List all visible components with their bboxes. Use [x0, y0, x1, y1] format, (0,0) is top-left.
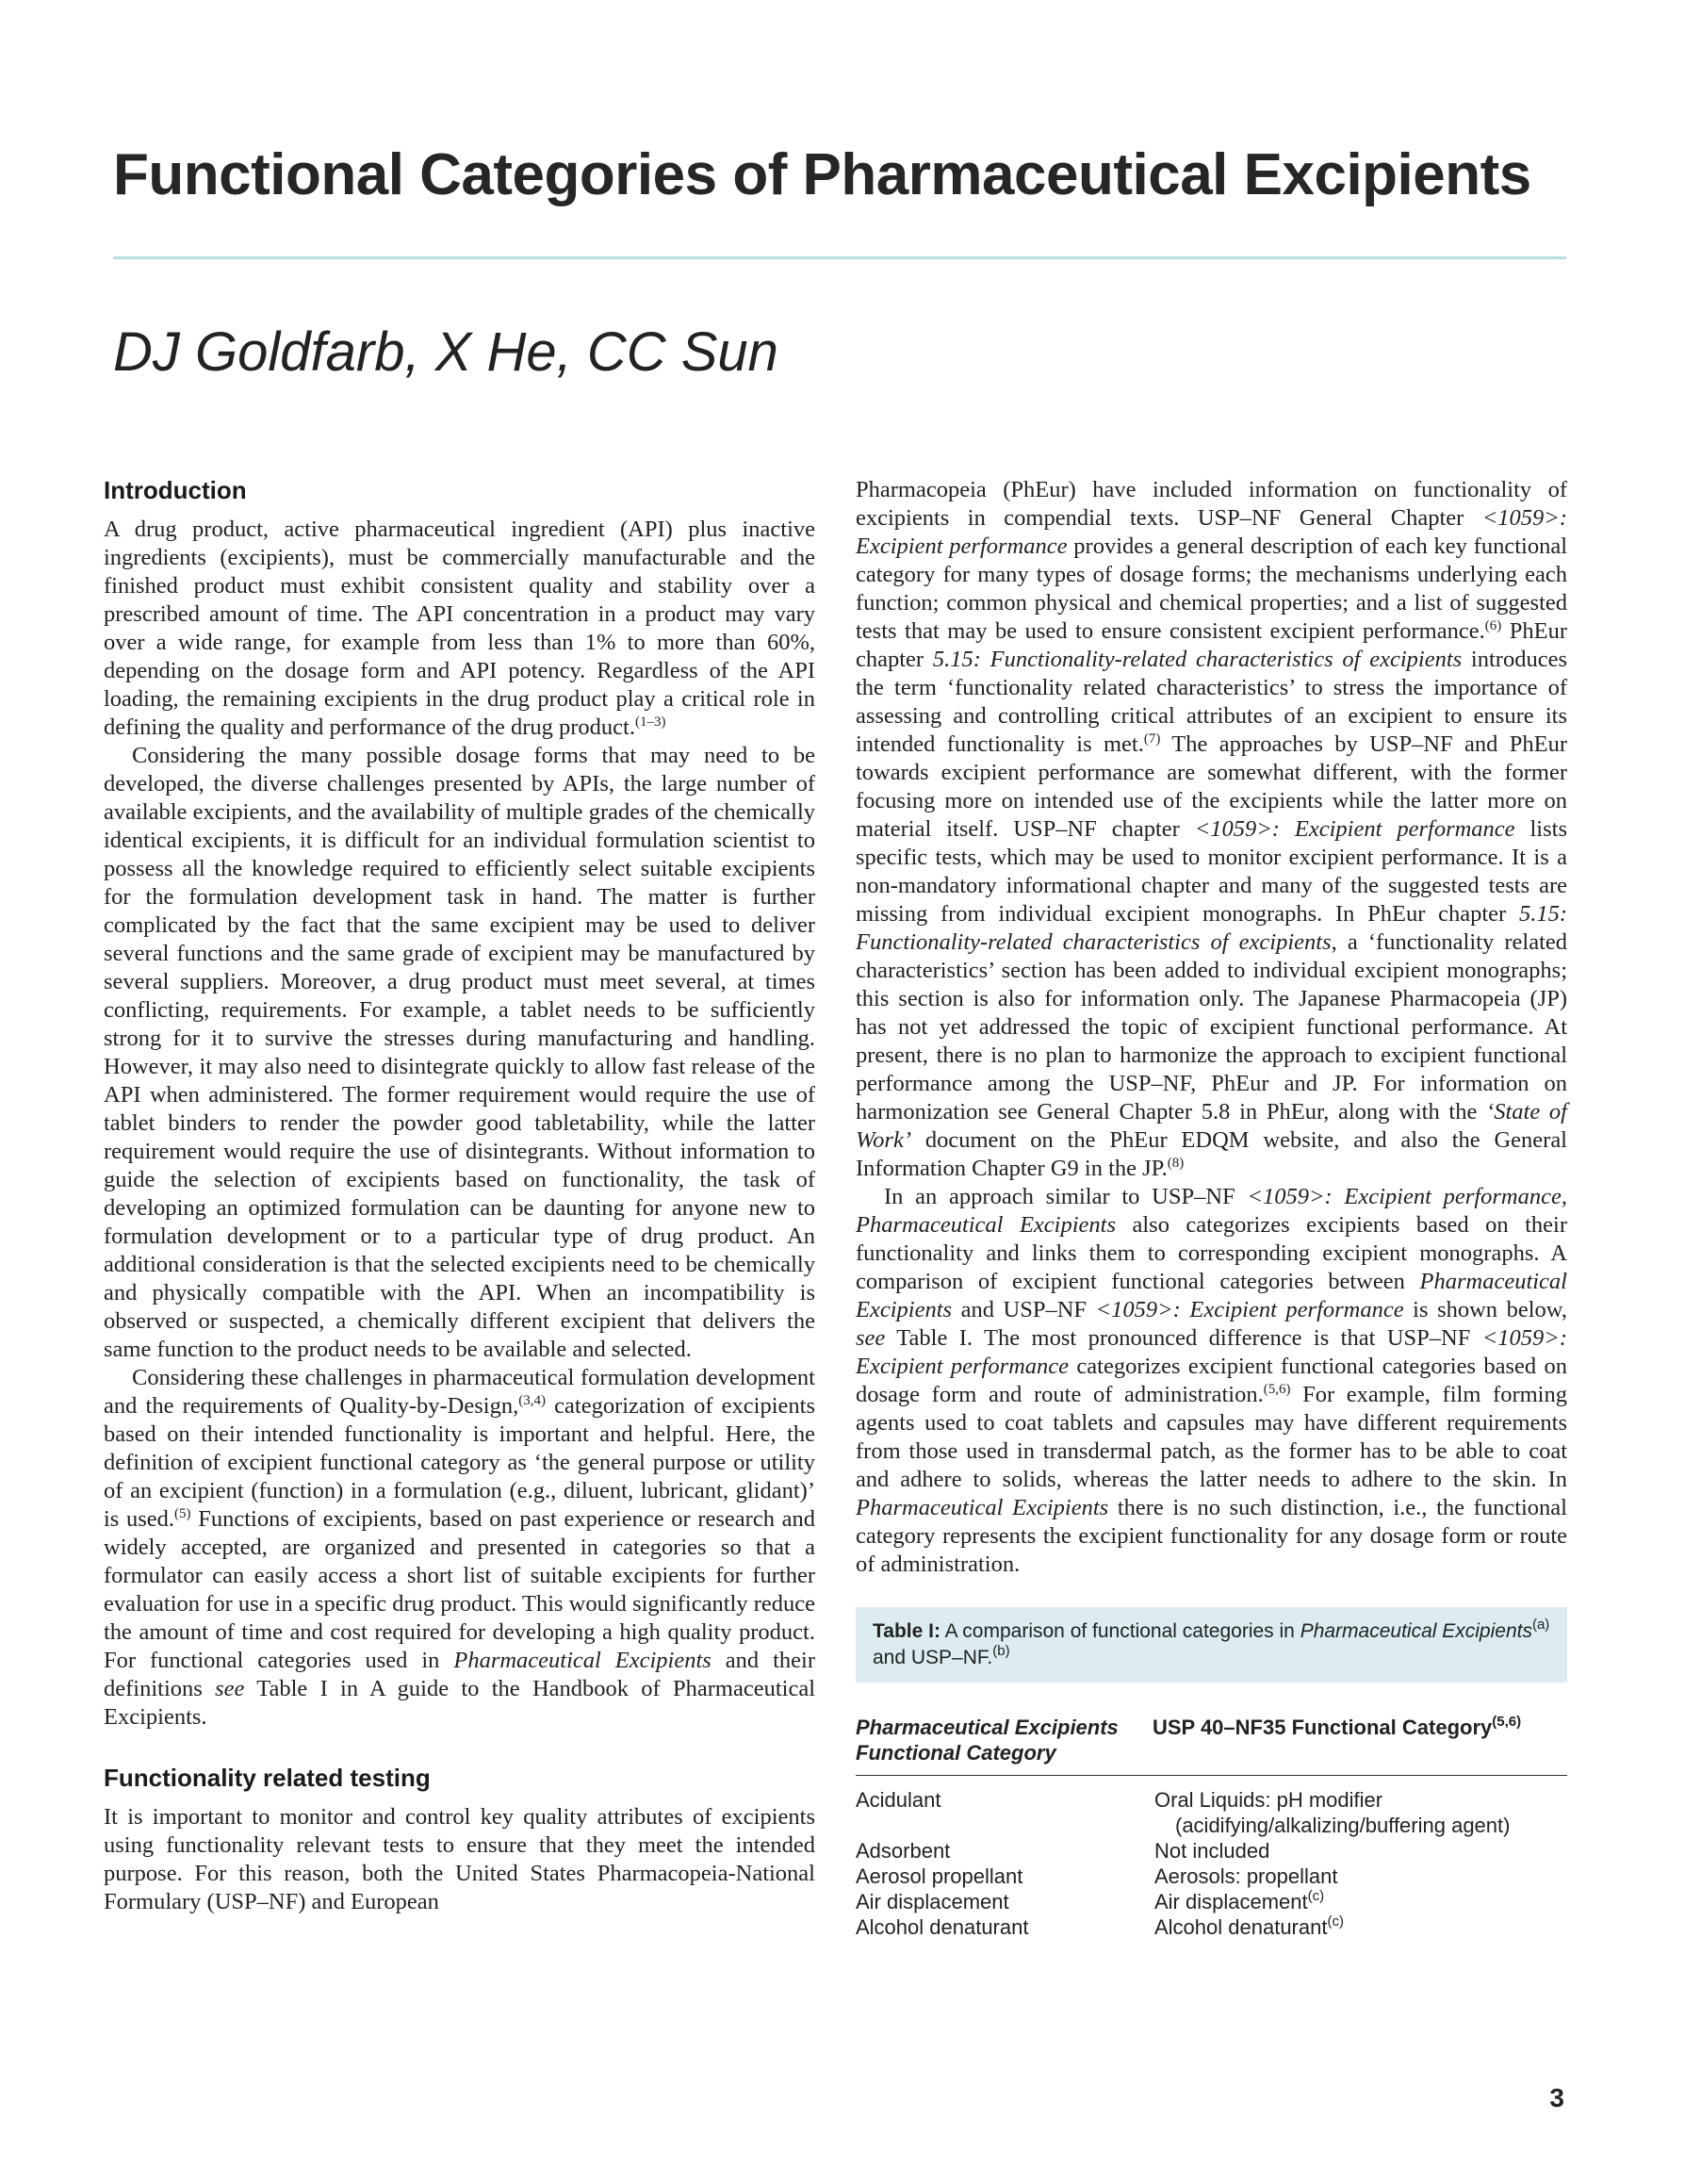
table-cell: Air displacement: [856, 1890, 1009, 1913]
table-cell: Alcohol denaturant$^{(c)}$: [1154, 1913, 1344, 1939]
right-column: [856, 476, 1567, 1940]
authors: DJ Goldfarb, X He, CC Sun: [113, 321, 778, 383]
table-caption: Table I: A comparison of functional categories in Pharmaceutical Excipients$^{(a)}$ and USP–NF.$^{(b)}$: [856, 1607, 1567, 1683]
paragraph: A drug product, active pharmaceutical ingredient (API) plus inactive ingredients (excipients), must be commercially manufacturable and the finished product must exhibit consistent quality and stability over a prescribed amount of time. The API concentration in a product may vary over a wide range, for example from less than 1% to more than 60%, depending on the dosage form and API potency. Regardless of the API loading, the remaining excipients in the drug product play a critical role in defining the quality and performance of the drug product.$^{(1-3)}$: [104, 517, 815, 740]
table-cell: Air displacement$^{(c)}$: [1154, 1888, 1325, 1913]
section-heading-introduction: Introduction: [104, 476, 247, 504]
table-cell: Acidulant: [856, 1788, 941, 1812]
column-header-pe: Pharmaceutical Excipients Functional Category: [856, 1715, 1153, 1776]
comparison-table: [856, 1715, 1567, 1940]
table-label: Table I:: [873, 1620, 940, 1642]
paragraph: Considering the many possible dosage forms that may need to be developed, the diverse challenges presented by APIs, the large number of available excipients, and the availability of multiple grades of the chemically identical excipients, it is difficult for an individual formulation scientist to possess all the knowledge required to efficiently select suitable excipients for the formulation development task in hand. The matter is further complicated by the fact that the same excipient may be used to deliver several functions and the same grade of excipient may be manufactured by several suppliers. Moreover, a drug product must meet several, at times conflicting, requirements. For example, a tablet needs to be sufficiently strong for it to survive the stresses during manufacturing and handling. However, it may also need to disintegrate quickly to allow fast release of the API when administered. The former requirement would require the use of tablet binders to render the powder good tabletability, while the latter requirement would require the use of disintegrants. Without information to guide the selection of excipients based on functionality, the task of developing an optimized formulation can be daunting for anyone new to formulation development or to a particular type of drug product. An additional consideration is that the selected excipients need to be chemically and physically compatible with the API. When an incompatibility is observed or suspected, a chemically different excipient that delivers the same function to the product needs to be available and selected.: [104, 743, 815, 1362]
paragraph: In an approach similar to USP–NF <1059>: Excipient performance, Pharmaceutical Excipients also categorizes excipients based on their functionality and links them to corresponding excipient monographs. A comparison of excipient functional categories between Pharmaceutical Excipients and USP–NF <1059>: Excipient performance is shown below, see Table I. The most pronounced difference is that USP–NF <1059>: Excipient performance categorizes excipient functional categories based on dosage form and route of administration.$^{(5,6)}$ For example, film forming agents used to coat tablets and capsules may have different requirements from those used in transdermal patch, as the former has to be able to coat and adhere to solids, whereas the latter needs to adhere to the skin. In Pharmaceutical Excipients there is no such distinction, i.e., the functional category represents the excipient functionality for any dosage form or route of administration.: [856, 1184, 1568, 1577]
column-header-usp: USP 40–NF35 Functional Category$^{(5,6)}$: [1153, 1715, 1567, 1776]
table-row: [856, 1864, 1567, 1889]
table-header-row: [856, 1715, 1567, 1776]
paragraph: Considering these challenges in pharmaceutical formulation development and the requirements of Quality-by-Design,$^{(3,4)}$ categorization of excipients based on their intended functionality is important and helpful. Here, the definition of excipient functional category as ‘the general purpose or utility of an excipient (function) in a formulation (e.g., diluent, lubricant, glidant)’ is used.$^{(5)}$ Functions of excipients, based on past experience or research and widely accepted, are organized and presented in categories so that a formulator can easily access a short list of suitable excipients for further evaluation for use in a specific drug product. This would significantly reduce the amount of time and cost required for developing a high quality product. For functional categories used in Pharmaceutical Excipients and their definitions see Table I in A guide to the Handbook of Pharmaceutical Excipients.: [104, 1365, 816, 1730]
table-cell: Oral Liquids: pH modifier (acidifying/alkalizing/buffering agent): [1154, 1788, 1511, 1837]
page-number: 3: [1549, 2083, 1564, 2112]
title-divider: [113, 256, 1566, 259]
table-cell: Adsorbent: [856, 1839, 951, 1863]
table-row: [856, 1914, 1567, 1940]
table-cell: Not included: [1154, 1839, 1270, 1863]
table-row: [856, 1889, 1567, 1914]
page-title: Functional Categories of Pharmaceutical Excipients: [113, 142, 1531, 207]
table-cell: Aerosol propellant: [856, 1864, 1023, 1888]
paragraph: It is important to monitor and control key quality attributes of excipients using functionality relevant tests to ensure that they meet the intended purpose. For this reason, both the United States Pharmacopeia-National Formulary (USP–NF) and European: [104, 1804, 815, 1914]
table-row: [856, 1776, 1567, 1839]
table-row: [856, 1838, 1567, 1864]
table-cell: Aerosols: propellant: [1154, 1864, 1338, 1888]
section-heading-functionality-testing: Functionality related testing: [104, 1764, 431, 1792]
left-column: [104, 476, 815, 1916]
paragraph: Pharmacopeia (PhEur) have included information on functionality of excipients in compendial texts. USP–NF General Chapter <1059>: Excipient performance provides a general description of each key functional category for many types of dosage forms; the mechanisms underlying each function; common physical and chemical properties; and a list of suggested tests that may be used to ensure consistent excipient performance.$^{(6)}$ PhEur chapter 5.15: Functionality-related characteristics of excipients introduces the term ‘functionality related characteristics’ to stress the importance of assessing and controlling critical attributes of an excipient to ensure its intended functionality is met.$^{(7)}$ The approaches by USP–NF and PhEur towards excipient performance are somewhat different, with the former focusing more on intended use of the excipients while the latter more on material itself. USP–NF chapter <1059>: Excipient performance lists specific tests, which may be used to monitor excipient performance. It is a non-mandatory informational chapter and many of the suggested tests are missing from individual excipient monographs. In PhEur chapter 5.15: Functionality-related characteristics of excipients, a ‘functionality related characteristics’ section has been added to individual excipient monographs; this section is also for information only. The Japanese Pharmacopeia (JP) has not yet addressed the topic of excipient functional performance. At present, there is no plan to harmonize the approach to excipient functional performance among the USP–NF, PhEur and JP. For information on harmonization see General Chapter 5.8 in PhEur, along with the ‘State of Work’ document on the PhEur EDQM website, and also the General Information Chapter G9 in the JP.$^{(8)}$: [856, 477, 1568, 1181]
table-cell: Alcohol denaturant: [856, 1915, 1029, 1939]
